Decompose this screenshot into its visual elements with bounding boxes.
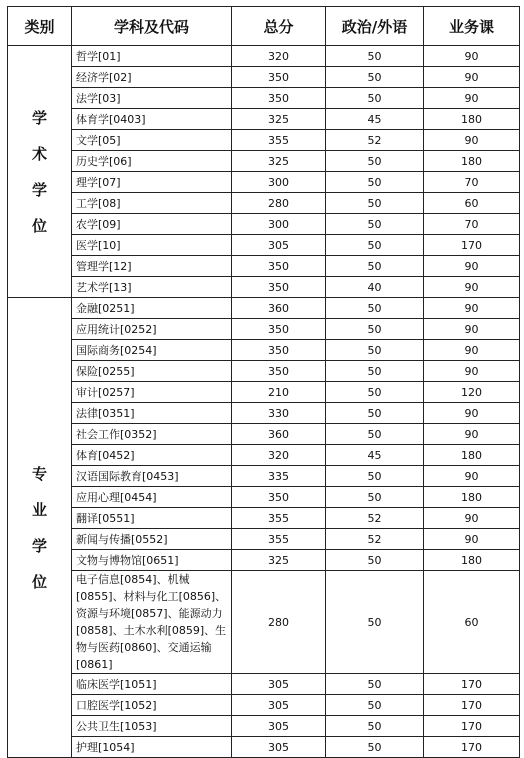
table-row	[8, 319, 520, 340]
subject-cell: 哲学[01]	[72, 46, 232, 67]
total-score-cell: 305	[232, 674, 326, 695]
course-score-cell: 90	[424, 88, 520, 109]
subject-cell: 农学[09]	[72, 214, 232, 235]
course-score-cell: 90	[424, 67, 520, 88]
course-score-cell: 90	[424, 424, 520, 445]
politics-language-cell: 50	[326, 403, 424, 424]
subject-cell: 医学[10]	[72, 235, 232, 256]
table-row	[8, 172, 520, 193]
politics-language-cell: 50	[326, 319, 424, 340]
course-score-cell: 180	[424, 445, 520, 466]
course-score-cell: 120	[424, 382, 520, 403]
table-row	[8, 88, 520, 109]
total-score-cell: 325	[232, 151, 326, 172]
subject-cell: 体育学[0403]	[72, 109, 232, 130]
politics-language-cell: 50	[326, 550, 424, 571]
subject-cell: 应用心理[0454]	[72, 487, 232, 508]
course-score-cell: 90	[424, 319, 520, 340]
subject-cell: 文学[05]	[72, 130, 232, 151]
politics-language-cell: 50	[326, 361, 424, 382]
course-score-cell: 70	[424, 214, 520, 235]
politics-language-cell: 50	[326, 487, 424, 508]
table-row	[8, 571, 520, 674]
course-score-cell: 90	[424, 46, 520, 67]
total-score-cell: 350	[232, 319, 326, 340]
politics-language-cell: 52	[326, 508, 424, 529]
header-total: 总分	[232, 7, 326, 46]
table-body	[8, 46, 520, 758]
course-score-cell: 90	[424, 361, 520, 382]
subject-cell: 应用统计[0252]	[72, 319, 232, 340]
politics-language-cell: 50	[326, 67, 424, 88]
subject-cell: 历史学[06]	[72, 151, 232, 172]
subject-cell: 翻译[0551]	[72, 508, 232, 529]
header-subject: 学科及代码	[72, 7, 232, 46]
course-score-cell: 170	[424, 695, 520, 716]
table-row	[8, 716, 520, 737]
course-score-cell: 90	[424, 466, 520, 487]
table-row	[8, 298, 520, 319]
table-row	[8, 529, 520, 550]
total-score-cell: 350	[232, 256, 326, 277]
politics-language-cell: 50	[326, 88, 424, 109]
course-score-cell: 90	[424, 529, 520, 550]
category-cell: 学 术 学 位	[8, 46, 72, 298]
politics-language-cell: 50	[326, 382, 424, 403]
total-score-cell: 280	[232, 571, 326, 674]
course-score-cell: 180	[424, 151, 520, 172]
table-row	[8, 214, 520, 235]
total-score-cell: 305	[232, 737, 326, 758]
politics-language-cell: 50	[326, 340, 424, 361]
table-row	[8, 130, 520, 151]
header-politics-language: 政治/外语	[326, 7, 424, 46]
table-row	[8, 361, 520, 382]
total-score-cell: 305	[232, 716, 326, 737]
subject-cell: 金融[0251]	[72, 298, 232, 319]
course-score-cell: 170	[424, 737, 520, 758]
subject-cell: 法学[03]	[72, 88, 232, 109]
total-score-cell: 350	[232, 361, 326, 382]
subject-cell: 体育[0452]	[72, 445, 232, 466]
course-score-cell: 60	[424, 571, 520, 674]
subject-cell: 护理[1054]	[72, 737, 232, 758]
total-score-cell: 355	[232, 529, 326, 550]
politics-language-cell: 50	[326, 235, 424, 256]
politics-language-cell: 50	[326, 466, 424, 487]
header-category: 类别	[8, 7, 72, 46]
politics-language-cell: 40	[326, 277, 424, 298]
politics-language-cell: 50	[326, 424, 424, 445]
course-score-cell: 180	[424, 109, 520, 130]
table-row	[8, 340, 520, 361]
subject-cell: 法律[0351]	[72, 403, 232, 424]
category-cell: 专 业 学 位	[8, 298, 72, 758]
table-row	[8, 67, 520, 88]
table-row	[8, 695, 520, 716]
table-row	[8, 151, 520, 172]
politics-language-cell: 50	[326, 172, 424, 193]
total-score-cell: 355	[232, 130, 326, 151]
table-row	[8, 256, 520, 277]
course-score-cell: 90	[424, 508, 520, 529]
total-score-cell: 360	[232, 424, 326, 445]
course-score-cell: 170	[424, 674, 520, 695]
subject-cell: 文物与博物馆[0651]	[72, 550, 232, 571]
politics-language-cell: 50	[326, 674, 424, 695]
politics-language-cell: 45	[326, 445, 424, 466]
subject-cell: 经济学[02]	[72, 67, 232, 88]
politics-language-cell: 45	[326, 109, 424, 130]
politics-language-cell: 50	[326, 256, 424, 277]
table-row	[8, 737, 520, 758]
total-score-cell: 350	[232, 88, 326, 109]
total-score-cell: 305	[232, 235, 326, 256]
politics-language-cell: 50	[326, 716, 424, 737]
politics-language-cell: 50	[326, 571, 424, 674]
total-score-cell: 330	[232, 403, 326, 424]
table-row	[8, 46, 520, 67]
table-row	[8, 277, 520, 298]
politics-language-cell: 52	[326, 529, 424, 550]
total-score-cell: 210	[232, 382, 326, 403]
politics-language-cell: 50	[326, 214, 424, 235]
table-row	[8, 109, 520, 130]
total-score-cell: 280	[232, 193, 326, 214]
politics-language-cell: 50	[326, 151, 424, 172]
table-row	[8, 403, 520, 424]
subject-cell: 公共卫生[1053]	[72, 716, 232, 737]
table-row	[8, 235, 520, 256]
total-score-cell: 325	[232, 109, 326, 130]
course-score-cell: 60	[424, 193, 520, 214]
subject-cell: 口腔医学[1052]	[72, 695, 232, 716]
subject-cell: 国际商务[0254]	[72, 340, 232, 361]
total-score-cell: 300	[232, 172, 326, 193]
total-score-cell: 320	[232, 46, 326, 67]
total-score-cell: 325	[232, 550, 326, 571]
table-row	[8, 424, 520, 445]
table-row	[8, 487, 520, 508]
score-table	[7, 6, 520, 758]
total-score-cell: 350	[232, 67, 326, 88]
subject-cell: 汉语国际教育[0453]	[72, 466, 232, 487]
subject-cell: 电子信息[0854]、机械[0855]、材料与化工[0856]、资源与环境[0857]、能源动力[0858]、土木水利[0859]、生物与医药[0860]、交通运输[0861]	[72, 571, 232, 674]
table-row	[8, 508, 520, 529]
subject-cell: 临床医学[1051]	[72, 674, 232, 695]
course-score-cell: 90	[424, 130, 520, 151]
total-score-cell: 350	[232, 487, 326, 508]
course-score-cell: 90	[424, 256, 520, 277]
subject-cell: 艺术学[13]	[72, 277, 232, 298]
course-score-cell: 170	[424, 235, 520, 256]
course-score-cell: 90	[424, 277, 520, 298]
table-row	[8, 445, 520, 466]
total-score-cell: 320	[232, 445, 326, 466]
course-score-cell: 180	[424, 550, 520, 571]
table-row	[8, 466, 520, 487]
politics-language-cell: 52	[326, 130, 424, 151]
table-row	[8, 674, 520, 695]
course-score-cell: 170	[424, 716, 520, 737]
politics-language-cell: 50	[326, 695, 424, 716]
politics-language-cell: 50	[326, 298, 424, 319]
total-score-cell: 300	[232, 214, 326, 235]
total-score-cell: 355	[232, 508, 326, 529]
total-score-cell: 335	[232, 466, 326, 487]
total-score-cell: 305	[232, 695, 326, 716]
subject-cell: 理学[07]	[72, 172, 232, 193]
politics-language-cell: 50	[326, 46, 424, 67]
total-score-cell: 360	[232, 298, 326, 319]
politics-language-cell: 50	[326, 193, 424, 214]
subject-cell: 社会工作[0352]	[72, 424, 232, 445]
table-row	[8, 193, 520, 214]
header-row	[8, 7, 520, 46]
course-score-cell: 90	[424, 340, 520, 361]
subject-cell: 保险[0255]	[72, 361, 232, 382]
subject-cell: 审计[0257]	[72, 382, 232, 403]
header-course: 业务课	[424, 7, 520, 46]
total-score-cell: 350	[232, 277, 326, 298]
course-score-cell: 90	[424, 298, 520, 319]
course-score-cell: 180	[424, 487, 520, 508]
subject-cell: 管理学[12]	[72, 256, 232, 277]
course-score-cell: 70	[424, 172, 520, 193]
table-row	[8, 382, 520, 403]
subject-cell: 工学[08]	[72, 193, 232, 214]
politics-language-cell: 50	[326, 737, 424, 758]
table-row	[8, 550, 520, 571]
total-score-cell: 350	[232, 340, 326, 361]
subject-cell: 新闻与传播[0552]	[72, 529, 232, 550]
course-score-cell: 90	[424, 403, 520, 424]
